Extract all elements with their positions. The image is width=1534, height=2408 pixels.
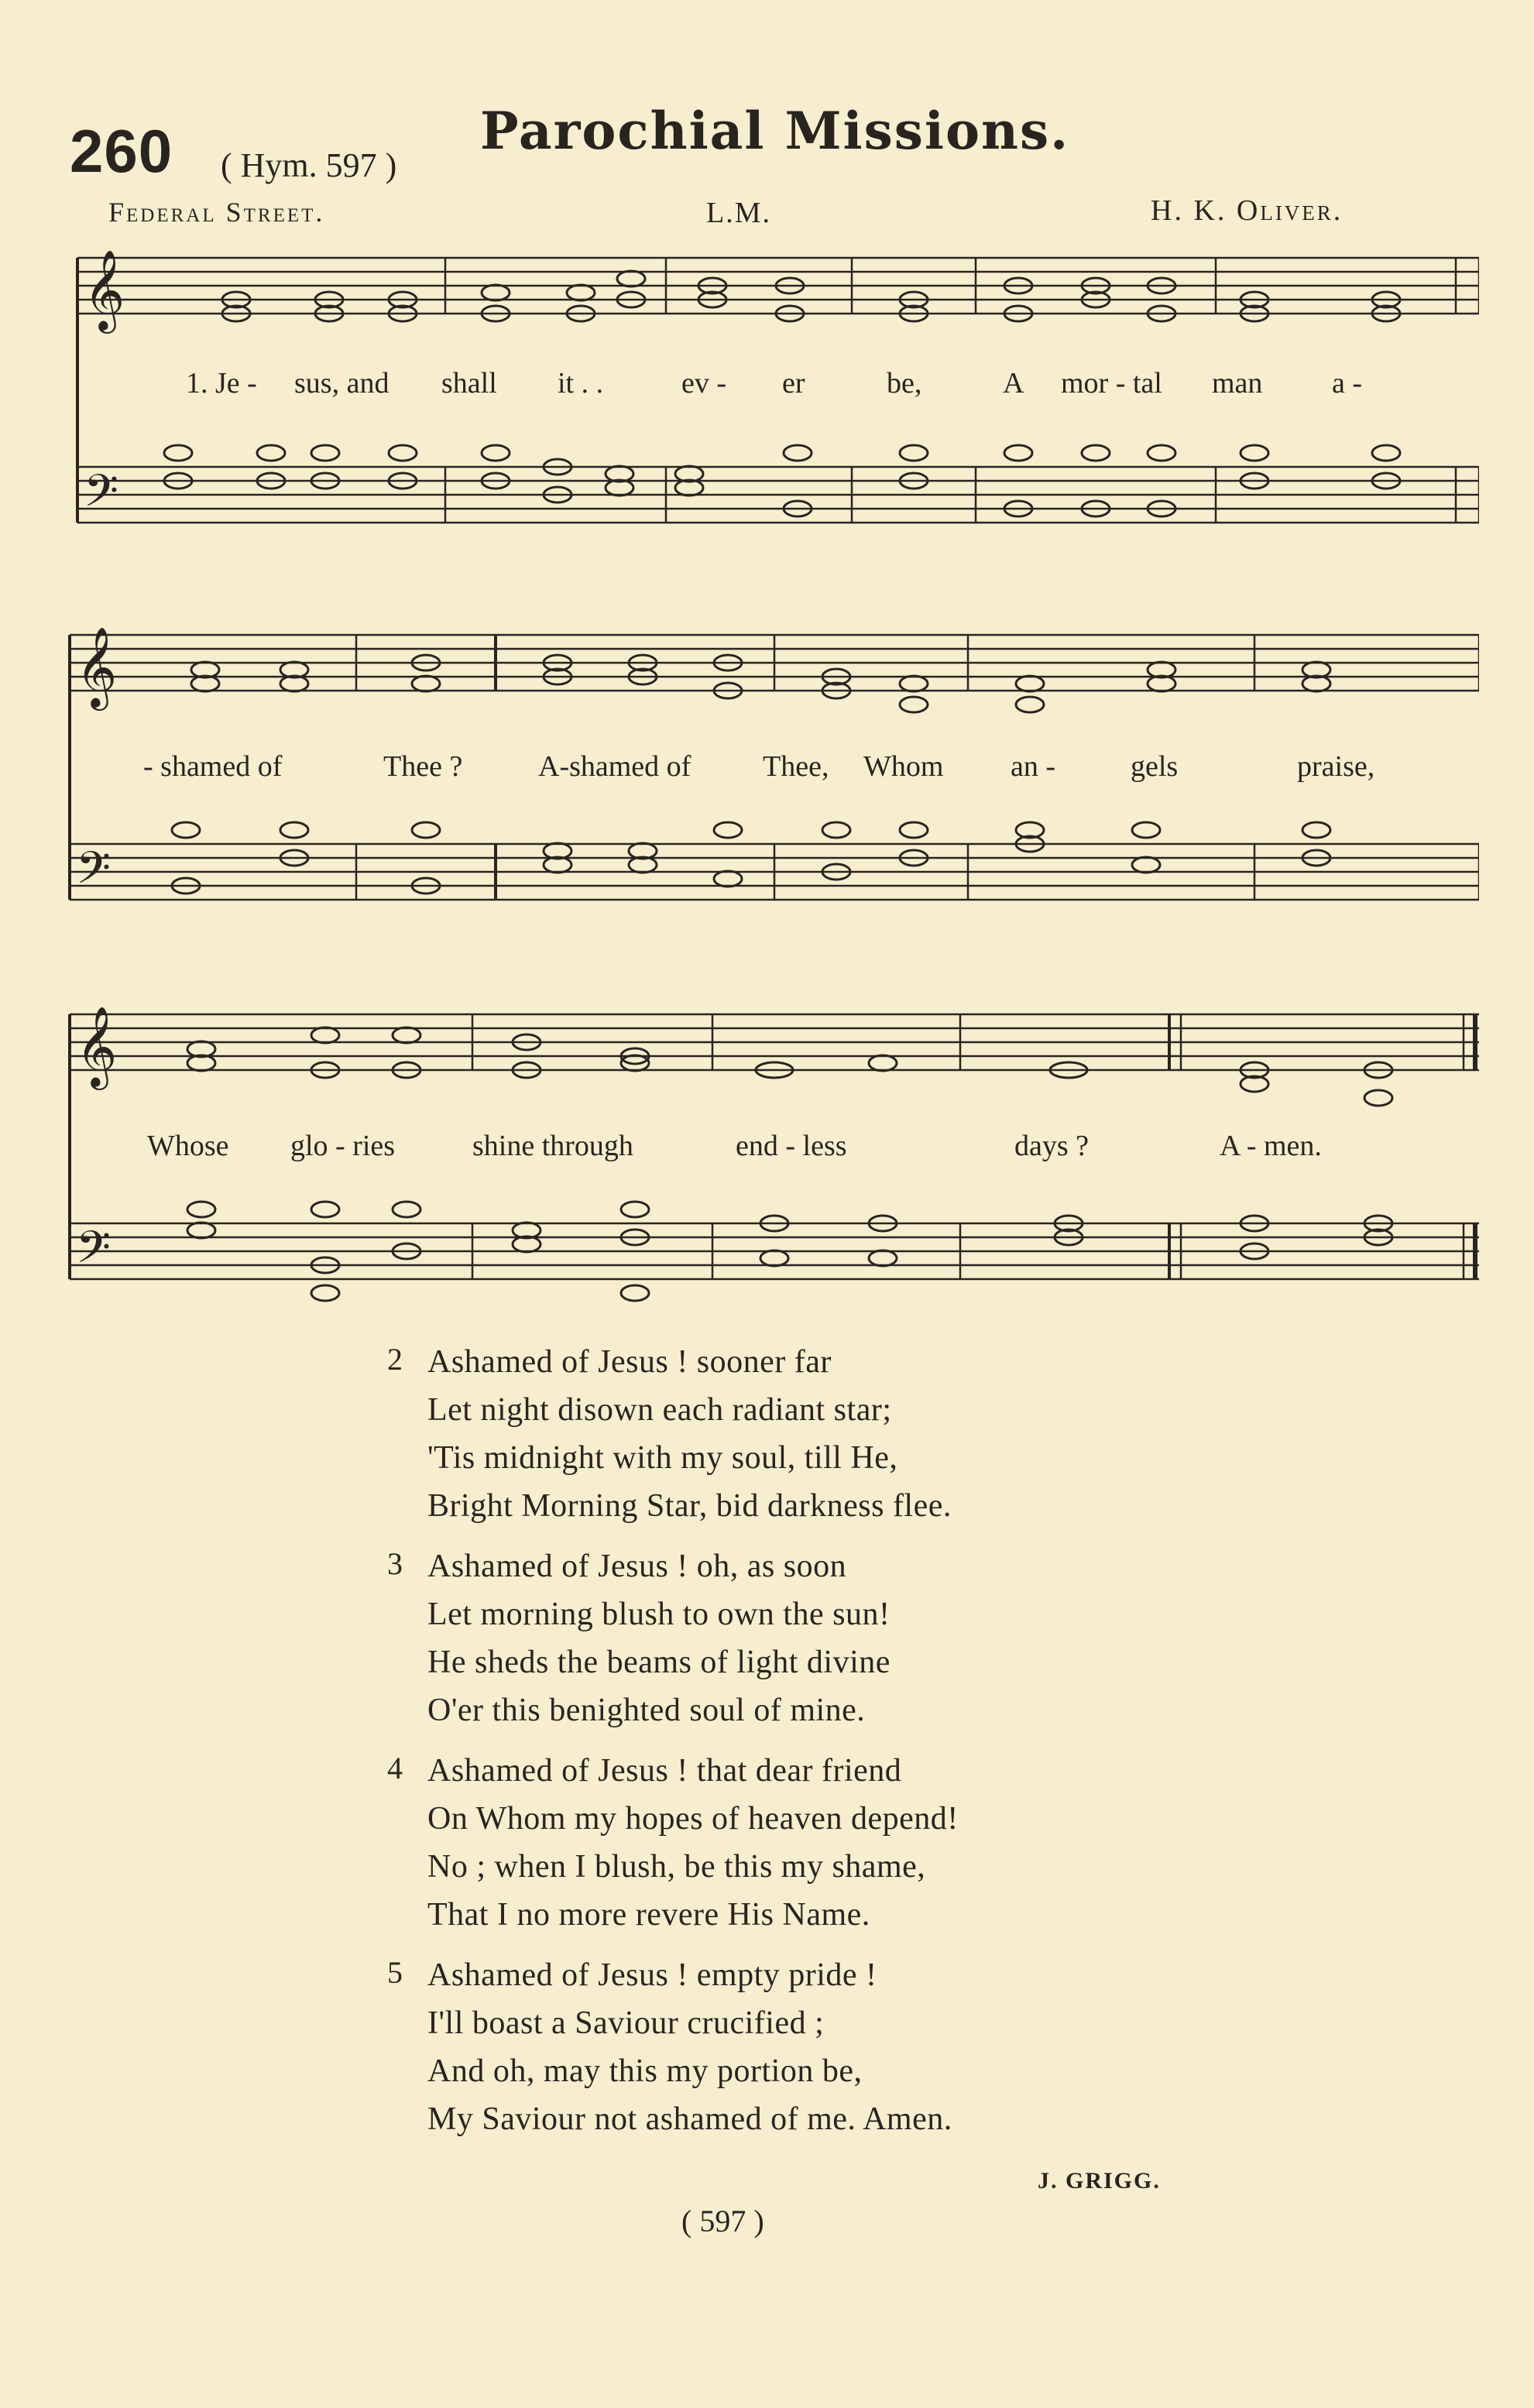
lyric-syllable: er [782, 367, 805, 400]
lyric-syllable: sus, and [294, 367, 390, 400]
music-system-1 [62, 236, 1479, 546]
lyric-syllable: a - [1332, 367, 1363, 400]
lyric-syllable: A-shamed of [538, 750, 692, 783]
verses [387, 1338, 1239, 2156]
verse-line: Ashamed of Jesus ! that dear friend [427, 1753, 902, 1789]
verse-4 [387, 1747, 1239, 1939]
page-number: ( 597 ) [681, 2204, 764, 2238]
treble-clef-icon: 𝄞 [84, 249, 125, 331]
verse-line: That I no more revere His Name. [427, 1897, 870, 1933]
lyric-syllable: shall [441, 367, 497, 400]
verse-line: And oh, may this my portion be, [427, 2053, 863, 2089]
lyric-syllable: - shamed of [143, 750, 283, 783]
treble-clef-icon: 𝄞 [76, 1006, 118, 1087]
bass-clef-icon: 𝄢 [76, 842, 112, 905]
bass-clef-icon: 𝄢 [84, 465, 119, 528]
verse-5 [387, 1951, 1239, 2143]
verse-line: Let morning blush to own the sun! [427, 1597, 891, 1632]
tune-name: Federal Street. [108, 197, 325, 228]
verse-line: On Whom my hopes of heaven depend! [427, 1801, 959, 1837]
verse-line: I'll boast a Saviour crucified ; [427, 2005, 825, 2041]
lyric-syllable: an - [1011, 750, 1056, 783]
lyric-syllable: mor - tal [1061, 367, 1162, 400]
bass-clef-icon: 𝄢 [76, 1221, 112, 1285]
verse-line: Let night disown each radiant star; [427, 1392, 892, 1428]
music-system-3 [62, 999, 1479, 1309]
lyric-syllable: gels [1131, 750, 1179, 783]
hymn-number: 260 [70, 117, 173, 185]
lyric-syllable: Thee, [763, 750, 829, 783]
verse-line: 'Tis midnight with my soul, till He, [427, 1440, 898, 1476]
meter: L.M. [706, 197, 771, 229]
staff-system-1 [62, 236, 1479, 546]
verse-number: 3 [387, 1546, 403, 1581]
verse-line: My Saviour not ashamed of me. Amen. [427, 2101, 952, 2137]
verse-line: Bright Morning Star, bid darkness flee. [427, 1488, 952, 1524]
verse-line: Ashamed of Jesus ! oh, as soon [427, 1549, 847, 1584]
lyric-syllable: shine through [472, 1130, 633, 1162]
lyric-syllable: praise, [1297, 750, 1375, 783]
verse-number: 4 [387, 1751, 403, 1785]
lyric-syllable: 1. Je - [186, 367, 257, 400]
lyric-syllable: Whose [147, 1130, 229, 1162]
verse-line: No ; when I blush, be this my shame, [427, 1849, 926, 1885]
verse-number: 2 [387, 1342, 403, 1377]
section-title: Parochial Missions. [480, 101, 1070, 161]
verse-3 [387, 1542, 1239, 1734]
verse-line: Ashamed of Jesus ! empty pride ! [427, 1957, 877, 1993]
verse-line: Ashamed of Jesus ! sooner far [427, 1344, 832, 1380]
lyric-syllable: it . . [558, 367, 604, 400]
lyric-syllable: be, [887, 367, 922, 400]
lyric-syllable: end - less [736, 1130, 847, 1162]
lyric-syllable: ev - [681, 367, 727, 400]
lyric-syllable: man [1212, 367, 1263, 400]
verse-line: O'er this benighted soul of mine. [427, 1693, 866, 1728]
music-system-2 [62, 619, 1479, 929]
verse-line: He sheds the beams of light divine [427, 1645, 891, 1680]
verse-number: 5 [387, 1955, 403, 1990]
verse-2 [387, 1338, 1239, 1530]
lyric-syllable: days ? [1014, 1130, 1090, 1162]
lyric-syllable: Whom [863, 750, 944, 783]
composer: H. K. Oliver. [1151, 194, 1344, 227]
lyric-syllable: A [1003, 367, 1024, 400]
author: J. GRIGG. [1038, 2168, 1161, 2194]
lyric-syllable: glo - ries [290, 1130, 396, 1162]
lyric-syllable: Thee ? [383, 750, 463, 783]
hymn-reference: ( Hym. 597 ) [221, 146, 397, 184]
treble-clef-icon: 𝄞 [76, 626, 118, 708]
lyric-syllable: A - men. [1220, 1130, 1322, 1162]
